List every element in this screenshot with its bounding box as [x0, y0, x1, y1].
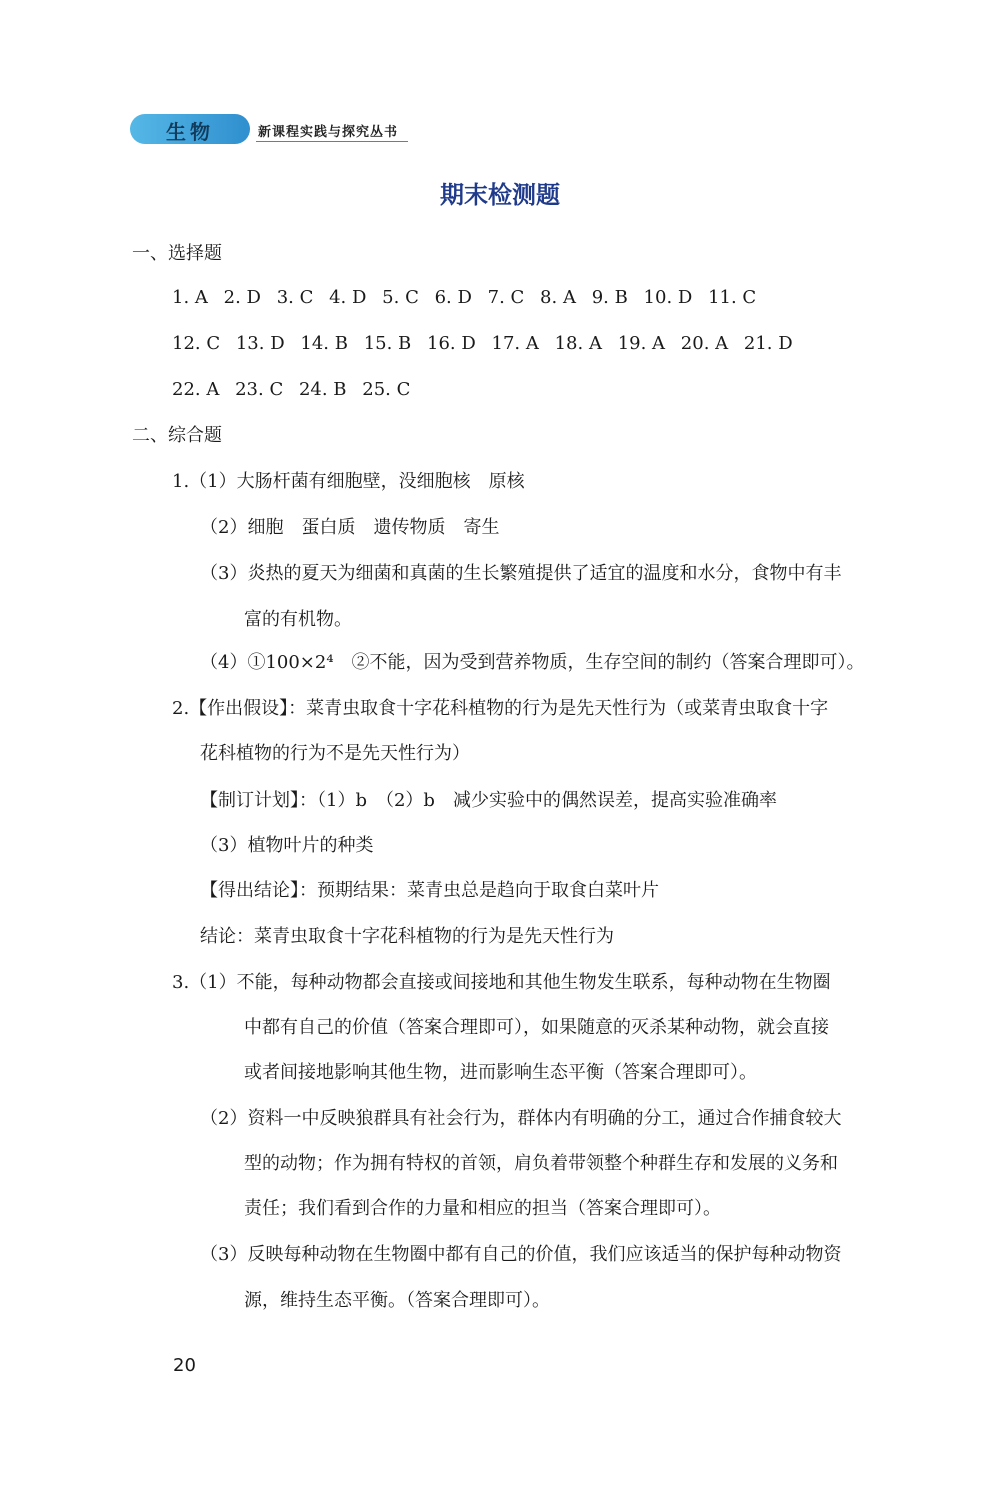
- choice-answer: 19. A: [617, 333, 666, 354]
- header-rule: [256, 141, 408, 142]
- choice-answers-row-2: [172, 333, 803, 355]
- subject-label: 生物: [166, 120, 214, 144]
- answer-line: （2）细胞 蛋白质 遗传物质 寄生: [200, 517, 500, 538]
- choice-answer: 20. A: [680, 333, 729, 354]
- choice-answers-row-3: [172, 379, 420, 401]
- answer-line: （3）炎热的夏天为细菌和真菌的生长繁殖提供了适宜的温度和水分，食物中有丰: [200, 563, 842, 584]
- section-heading-choice: 一、选择题: [132, 243, 222, 264]
- choice-answer: 9. B: [591, 287, 628, 308]
- choice-answer: 18. A: [554, 333, 602, 354]
- answer-line: 结论：菜青虫取食十字花科植物的行为是先天性行为: [200, 926, 614, 947]
- choice-answer: 22. A: [172, 379, 220, 400]
- answer-line: 型的动物；作为拥有特权的首领，肩负着带领整个种群生存和发展的义务和: [244, 1153, 838, 1174]
- page-number: 20: [173, 1355, 196, 1376]
- choice-answer: 13. D: [235, 333, 285, 354]
- answer-line: （4）①100×2⁴ ②不能，因为受到营养物质，生存空间的制约（答案合理即可）。: [200, 652, 865, 673]
- answer-line: 3.（1）不能，每种动物都会直接或间接地和其他生物发生联系，每种动物在生物圈: [172, 972, 831, 993]
- answer-line: （3）反映每种动物在生物圈中都有自己的价值，我们应该适当的保护每种动物资: [200, 1244, 842, 1265]
- choice-answer: 17. A: [491, 333, 539, 354]
- series-title: 新课程实践与探究丛书: [258, 125, 399, 140]
- answer-line: 1.（1）大肠杆菌有细胞壁，没细胞核 原核: [172, 471, 525, 492]
- answer-line: 富的有机物。: [244, 609, 352, 630]
- answer-line: （3）植物叶片的种类: [200, 835, 374, 856]
- answer-line: 【得出结论】：预期结果：菜青虫总是趋向于取食白菜叶片: [200, 880, 659, 901]
- choice-answer: 5. C: [382, 287, 419, 308]
- choice-answer: 14. B: [300, 333, 348, 354]
- answer-line: （2）资料一中反映狼群具有社会行为，群体内有明确的分工，通过合作捕食较大: [200, 1108, 842, 1129]
- choice-answer: 15. B: [363, 333, 412, 354]
- choice-answer: 8. A: [540, 287, 576, 308]
- series-header: [130, 114, 410, 146]
- choice-answer: 6. D: [434, 287, 472, 308]
- choice-answer: 21. D: [743, 333, 793, 354]
- answer-line: 或者间接地影响其他生物，进而影响生态平衡（答案合理即可）。: [244, 1062, 757, 1083]
- choice-answer: 3. C: [276, 287, 314, 308]
- section-heading-comprehensive: 二、综合题: [132, 425, 222, 446]
- choice-answer: 12. C: [172, 333, 221, 354]
- answer-line: 责任；我们看到合作的力量和相应的担当（答案合理即可）。: [244, 1198, 721, 1219]
- answer-line: 源，维持生态平衡。（答案合理即可）。: [244, 1290, 550, 1311]
- choice-answer: 11. C: [708, 287, 757, 308]
- answer-line: 中都有自己的价值（答案合理即可），如果随意的灭杀某种动物，就会直接: [244, 1017, 829, 1038]
- choice-answer: 10. D: [643, 287, 693, 308]
- page-title: 期末检测题: [440, 181, 560, 209]
- answer-line: 花科植物的行为不是先天性行为）: [200, 743, 470, 764]
- choice-answer: 23. C: [235, 379, 284, 400]
- choice-answer: 1. A: [172, 287, 208, 308]
- choice-answer: 24. B: [298, 379, 347, 400]
- choice-answer: 16. D: [427, 333, 476, 354]
- answer-line: 【制订计划】：（1）b （2）b 减少实验中的偶然误差，提高实验准确率: [200, 790, 777, 811]
- choice-answer: 7. C: [487, 287, 525, 308]
- choice-answer: 2. D: [223, 287, 261, 308]
- choice-answers-row-1: [172, 287, 766, 309]
- choice-answer: 25. C: [362, 379, 411, 400]
- choice-answer: 4. D: [329, 287, 367, 308]
- answer-line: 2.【作出假设】：菜青虫取食十字花科植物的行为是先天性行为（或菜青虫取食十字: [172, 698, 829, 719]
